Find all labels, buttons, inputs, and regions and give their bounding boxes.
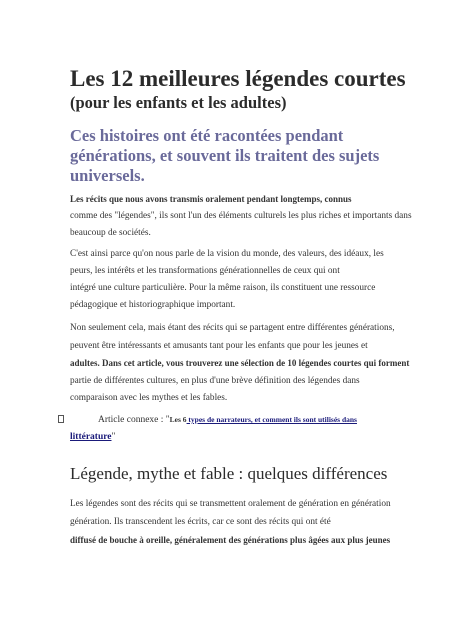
paragraph-line: diffusé de bouche à oreille, généralement des générations plus âgées aux plus jeunes — [70, 535, 391, 545]
paragraph-article-overview — [70, 320, 410, 408]
related-prefix: Article connexe : " — [98, 415, 170, 425]
paragraph-line: génération. Ils transcendent les écrits, car ce sont des récits qui ont été — [70, 517, 331, 527]
lead-text — [70, 126, 410, 186]
paragraph-worldview — [70, 246, 410, 314]
paragraph-legend-definition — [70, 495, 410, 549]
related-article-line — [70, 429, 115, 445]
related-article-line — [98, 412, 357, 428]
related-article-link-end[interactable]: littérature — [70, 432, 112, 442]
paragraph-line: intégré une culture particulière. Pour la même raison, ils constituent une ressource — [70, 283, 376, 293]
related-suffix: " — [111, 432, 116, 442]
paragraph-intro — [70, 191, 410, 242]
page-subtitle: (pour les enfants et les adultes) — [70, 93, 287, 112]
paragraph-line: adultes. Dans cet article, vous trouverez une sélection de 10 légendes courtes qui forment — [70, 358, 410, 368]
related-link-start[interactable]: Les 6 — [169, 415, 187, 424]
related-article-link[interactable]: types de narrateurs, et comment ils sont utilisés dans — [186, 415, 357, 424]
page-title: Les 12 meilleures légendes courtes — [70, 66, 406, 91]
paragraph-line: Les légendes sont des récits qui se transmettent oralement de génération en génération — [70, 499, 391, 509]
paragraph-line: partie de différentes cultures, en plus d'une brève définition des légendes dans — [70, 375, 360, 386]
paragraph-line: comme des "légendes", ils sont l'un des éléments culturels les plus riches et importants dans — [70, 211, 412, 221]
paragraph-line: pédagogique et historiographique important. — [70, 300, 236, 310]
paragraph-line: peuvent être intéressants et amusants tant pour les enfants que pour les jeunes et — [70, 340, 368, 351]
paragraph-line: comparaison avec les mythes et les fables. — [70, 393, 228, 403]
missing-glyph-icon — [58, 415, 64, 423]
paragraph-line: peurs, les intérêts et les transformations générationnelles de ceux qui ont — [70, 266, 340, 276]
paragraph-line: beaucoup de sociétés. — [70, 228, 151, 238]
lead-line: Ces histoires ont été racontées pendant — [70, 126, 344, 145]
paragraph-line: Les récits que nous avons transmis oralement pendant longtemps, connus — [70, 194, 352, 204]
lead-line: universels. — [70, 166, 145, 185]
paragraph-line: C'est ainsi parce qu'on nous parle de la vision du monde, des valeurs, des idéaux, les — [70, 249, 384, 259]
lead-line: générations, et souvent ils traitent des sujets — [70, 146, 380, 165]
section-heading: Légende, mythe et fable : quelques différences — [70, 464, 388, 483]
paragraph-line: Non seulement cela, mais étant des récits qui se partagent entre différentes générations, — [70, 323, 395, 333]
